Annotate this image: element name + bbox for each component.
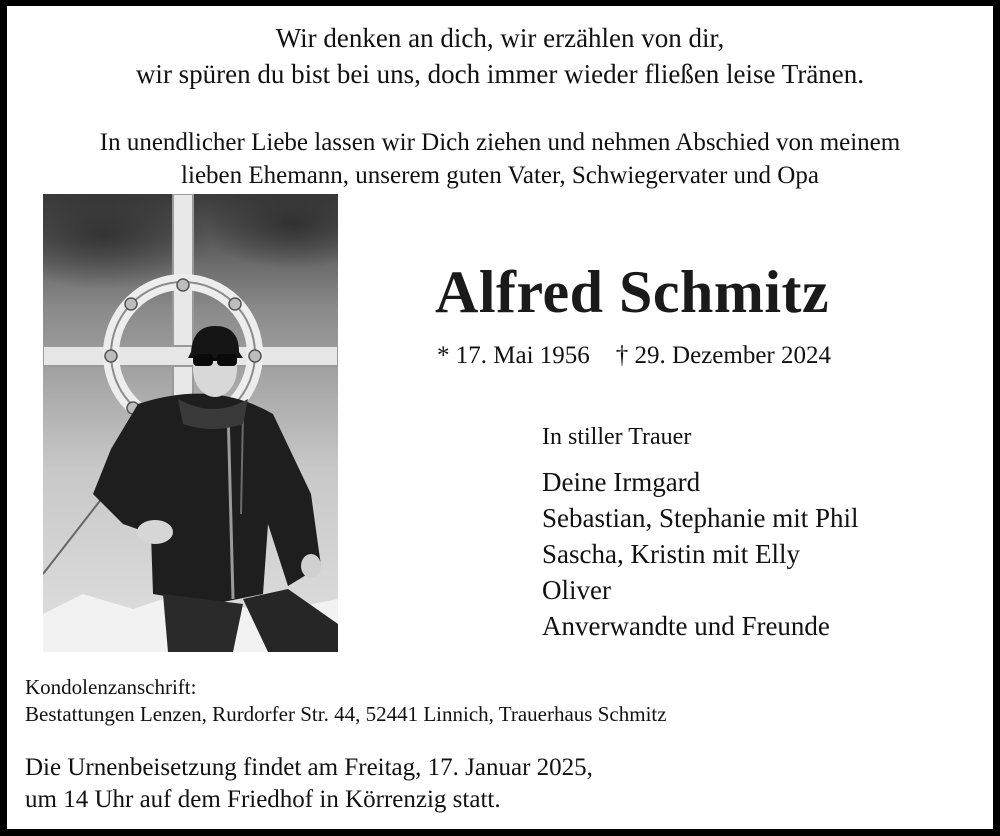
mourning-label: In stiller Trauer bbox=[542, 424, 692, 450]
condolence-label: Kondolenzanschrift: bbox=[25, 675, 197, 699]
burial-notice bbox=[25, 752, 593, 816]
memorial-verse bbox=[7, 20, 993, 92]
intro-line-1: In unendlicher Liebe lassen wir Dich ziehen und nehmen Abschied von meinem bbox=[99, 129, 901, 156]
family-member: Sascha, Kristin mit Elly bbox=[542, 539, 800, 569]
birth-date: * 17. Mai 1956 bbox=[437, 342, 590, 369]
intro-line-2: lieben Ehemann, unserem guten Vater, Schwiegervater und Opa bbox=[181, 162, 819, 189]
condolence-address-block bbox=[25, 674, 667, 728]
death-date: † 29. Dezember 2024 bbox=[615, 342, 831, 369]
burial-line-1: Die Urnenbeisetzung findet am Freitag, 17. Januar 2025, bbox=[25, 754, 593, 781]
verse-line-2: wir spüren du bist bei uns, doch immer wieder fließen leise Tränen. bbox=[135, 59, 865, 89]
burial-line-2: um 14 Uhr auf dem Friedhof in Körrenzig statt. bbox=[25, 786, 501, 813]
portrait-photo bbox=[43, 194, 338, 652]
family-member: Sebastian, Stephanie mit Phil bbox=[542, 503, 859, 533]
family-member: Deine Irmgard bbox=[542, 467, 701, 497]
verse-line-1: Wir denken an dich, wir erzählen von dir, bbox=[275, 23, 725, 53]
family-member: Oliver bbox=[542, 575, 611, 605]
family-list bbox=[542, 464, 858, 644]
family-member: Anverwandte und Freunde bbox=[542, 611, 830, 641]
obituary-notice bbox=[7, 6, 993, 829]
life-dates bbox=[437, 340, 831, 372]
deceased-name: Alfred Schmitz bbox=[435, 259, 830, 325]
farewell-intro bbox=[7, 126, 993, 192]
condolence-address: Bestattungen Lenzen, Rurdorfer Str. 44, 52441 Linnich, Trauerhaus Schmitz bbox=[25, 702, 667, 726]
